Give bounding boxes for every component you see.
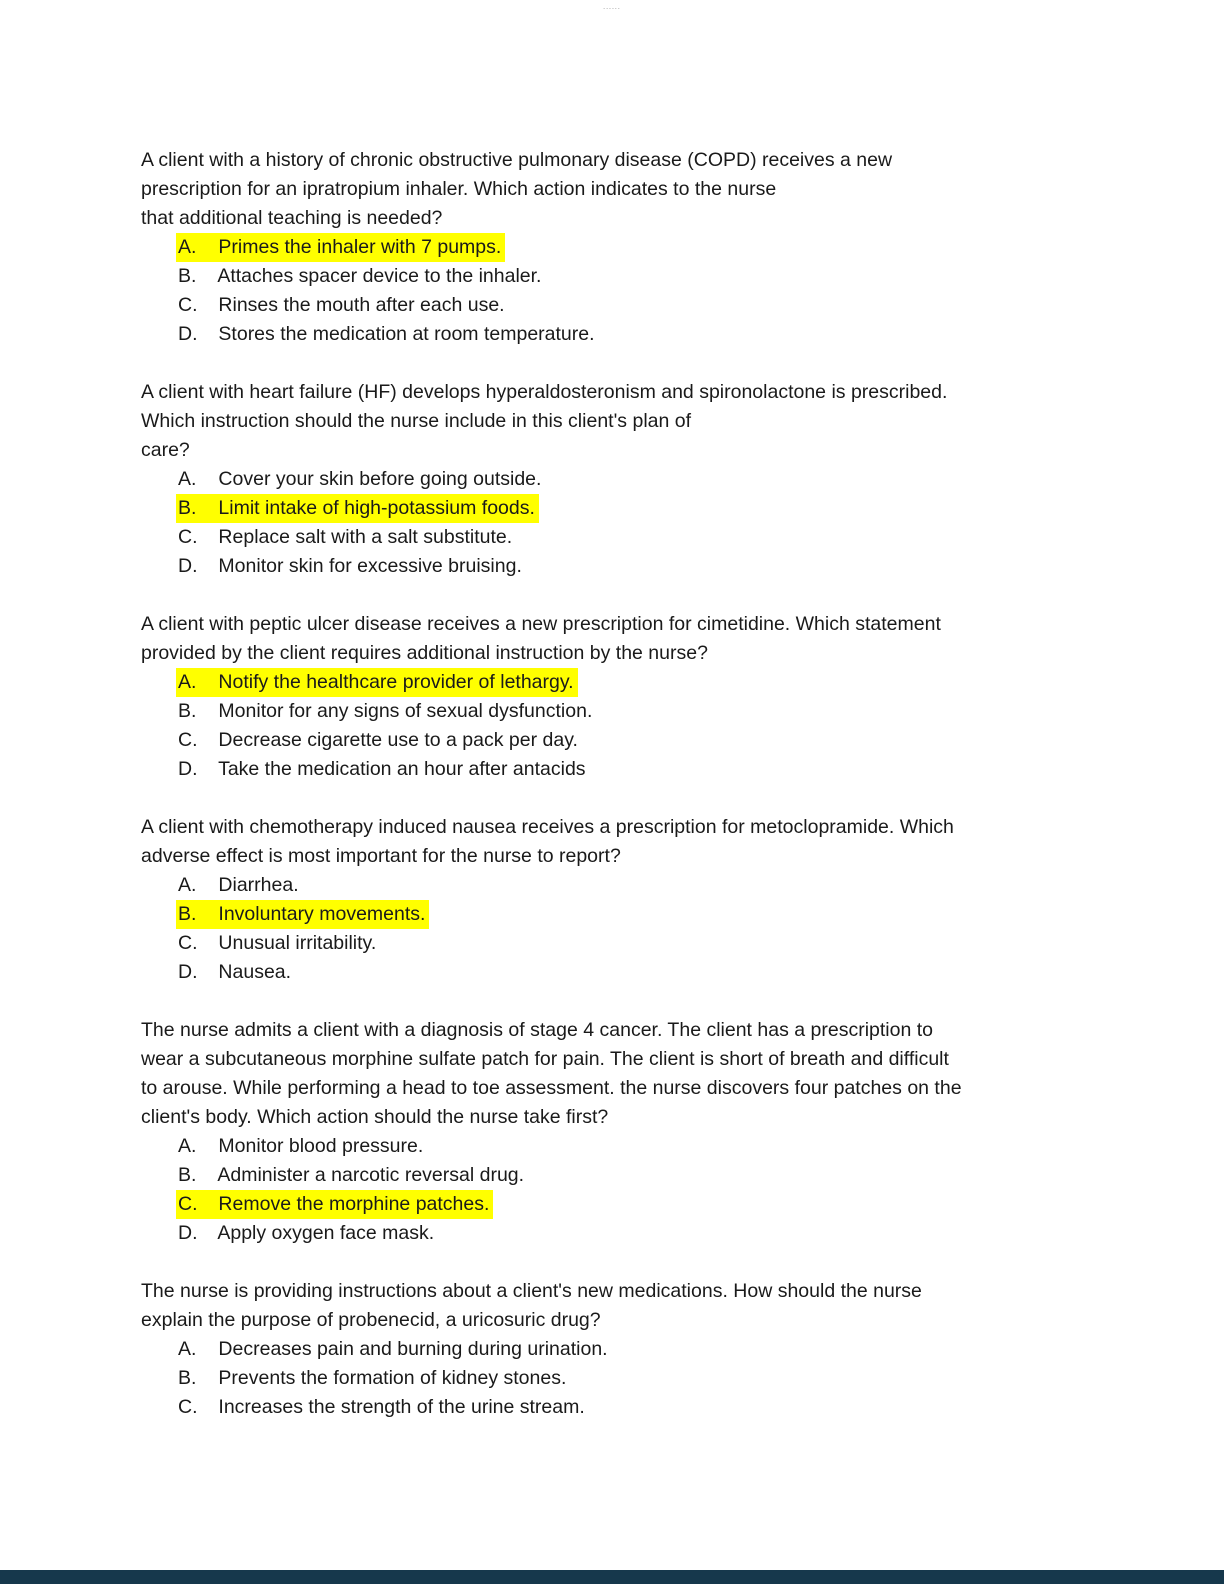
option-text: Notify the healthcare provider of lethargy. (218, 671, 574, 693)
question-text-line: care? (141, 439, 190, 461)
option-letter: B. (178, 1367, 197, 1389)
option-text: Decrease cigarette use to a pack per day. (218, 729, 578, 751)
option-row (178, 494, 1084, 523)
option-content (176, 1161, 528, 1190)
option-row (178, 320, 1084, 349)
option-letter: A. (178, 468, 197, 490)
option-text: Cover your skin before going outside. (218, 468, 542, 490)
footer-bar (0, 1570, 1224, 1584)
question-stem (141, 1016, 1084, 1132)
option-letter: A. (178, 874, 197, 896)
option-text: Monitor skin for excessive bruising. (218, 555, 522, 577)
option-content (176, 958, 295, 987)
option-letter: D. (178, 758, 198, 780)
option-letter: D. (178, 961, 198, 983)
option-text: Nausea. (218, 961, 292, 983)
option-content (176, 697, 596, 726)
question-block (141, 1277, 1084, 1422)
question-stem (141, 1277, 1084, 1335)
option-letter: C. (178, 932, 198, 954)
option-text: Unusual irritability. (218, 932, 377, 954)
question-text-line: A client with peptic ulcer disease receives a new prescription for cimetidine. Which statement (141, 613, 941, 635)
option-row (178, 958, 1084, 987)
question-text-line: prescription for an ipratropium inhaler. Which action indicates to the nurse (141, 178, 777, 200)
option-letter: A. (178, 236, 197, 258)
question-text-line: to arouse. While performing a head to toe assessment. the nurse discovers four patches on the (141, 1077, 962, 1099)
question-stem (141, 813, 1084, 871)
option-row (178, 262, 1084, 291)
option-letter: A. (178, 671, 197, 693)
option-content (176, 1132, 427, 1161)
option-text: Monitor blood pressure. (218, 1135, 424, 1157)
option-text: Diarrhea. (218, 874, 299, 896)
option-text: Monitor for any signs of sexual dysfunction. (218, 700, 593, 722)
option-letter: A. (178, 1135, 197, 1157)
options-list (141, 465, 1084, 581)
question-text-line: Which instruction should the nurse include in this client's plan of (141, 410, 692, 432)
option-letter: C. (178, 1396, 198, 1418)
option-row (178, 552, 1084, 581)
option-content (176, 523, 516, 552)
option-row (178, 755, 1084, 784)
option-content (176, 871, 303, 900)
option-letter: A. (178, 1338, 197, 1360)
option-content (176, 291, 509, 320)
option-row (178, 1219, 1084, 1248)
option-letter: B. (178, 700, 197, 722)
option-text: Administer a narcotic reversal drug. (217, 1164, 525, 1186)
option-row (178, 1364, 1084, 1393)
option-row (178, 1132, 1084, 1161)
question-block (141, 813, 1084, 987)
question-block (141, 1016, 1084, 1248)
option-content (176, 929, 380, 958)
option-row (178, 668, 1084, 697)
option-text: Rinses the mouth after each use. (218, 294, 505, 316)
questions-container (141, 146, 1084, 1451)
question-stem (141, 610, 1084, 668)
option-content (176, 233, 505, 262)
question-text-line: that additional teaching is needed? (141, 207, 443, 229)
option-letter: C. (178, 729, 198, 751)
option-row (178, 726, 1084, 755)
option-content (176, 494, 539, 523)
option-content (176, 668, 578, 697)
option-letter: B. (178, 265, 197, 287)
question-block (141, 146, 1084, 349)
option-content (176, 262, 545, 291)
question-text-line: adverse effect is most important for the nurse to report? (141, 845, 621, 867)
option-text: Limit intake of high-potassium foods. (218, 497, 535, 519)
option-content (176, 1393, 589, 1422)
option-content (176, 552, 526, 581)
question-text-line: A client with chemotherapy induced nausea receives a prescription for metoclopramide. Which (141, 816, 954, 838)
option-content (176, 320, 599, 349)
options-list (141, 1132, 1084, 1248)
option-content (176, 1190, 493, 1219)
option-content (176, 465, 545, 494)
option-content (176, 726, 582, 755)
option-row (178, 697, 1084, 726)
option-letter: C. (178, 294, 198, 316)
option-content (176, 1219, 438, 1248)
option-row (178, 1190, 1084, 1219)
option-letter: D. (178, 555, 198, 577)
question-text-line: wear a subcutaneous morphine sulfate patch for pain. The client is short of breath and difficult (141, 1048, 949, 1070)
option-row (178, 291, 1084, 320)
option-letter: C. (178, 526, 198, 548)
option-content (176, 755, 590, 784)
option-text: Remove the morphine patches. (218, 1193, 490, 1215)
option-text: Prevents the formation of kidney stones. (218, 1367, 567, 1389)
option-row (178, 465, 1084, 494)
question-stem (141, 378, 1084, 465)
option-text: Apply oxygen face mask. (217, 1222, 435, 1244)
question-block (141, 378, 1084, 581)
option-letter: D. (178, 323, 198, 345)
question-text-line: The nurse admits a client with a diagnosis of stage 4 cancer. The client has a prescription to (141, 1019, 933, 1041)
option-text: Take the medication an hour after antacids (218, 758, 586, 780)
option-text: Decreases pain and burning during urination. (218, 1338, 608, 1360)
option-letter: B. (178, 497, 197, 519)
option-row (178, 900, 1084, 929)
option-row (178, 1161, 1084, 1190)
options-list (141, 871, 1084, 987)
question-block (141, 610, 1084, 784)
option-row (178, 929, 1084, 958)
option-text: Increases the strength of the urine stream. (218, 1396, 585, 1418)
option-text: Attaches spacer device to the inhaler. (217, 265, 542, 287)
option-text: Replace salt with a salt substitute. (218, 526, 513, 548)
question-text-line: The nurse is providing instructions about a client's new medications. How should the nurse (141, 1280, 922, 1302)
question-stem (141, 146, 1084, 233)
option-letter: C. (178, 1193, 198, 1215)
options-list (141, 1335, 1084, 1422)
option-letter: B. (178, 903, 197, 925)
question-text-line: A client with heart failure (HF) develops hyperaldosteronism and spironolactone is prescribed. (141, 381, 948, 403)
option-content (176, 1364, 570, 1393)
option-letter: B. (178, 1164, 197, 1186)
option-text: Involuntary movements. (218, 903, 426, 925)
option-row (178, 1335, 1084, 1364)
page-header-text: ...... (603, 4, 621, 11)
option-text: Primes the inhaler with 7 pumps. (218, 236, 502, 258)
option-row (178, 1393, 1084, 1422)
question-text-line: provided by the client requires additional instruction by the nurse? (141, 642, 708, 664)
option-row (178, 523, 1084, 552)
option-content (176, 1335, 612, 1364)
options-list (141, 233, 1084, 349)
options-list (141, 668, 1084, 784)
question-text-line: explain the purpose of probenecid, a uricosuric drug? (141, 1309, 601, 1331)
option-letter: D. (178, 1222, 198, 1244)
option-row (178, 233, 1084, 262)
question-text-line: A client with a history of chronic obstructive pulmonary disease (COPD) receives a new (141, 149, 893, 171)
option-row (178, 871, 1084, 900)
option-text: Stores the medication at room temperature. (218, 323, 595, 345)
question-text-line: client's body. Which action should the nurse take first? (141, 1106, 609, 1128)
option-content (176, 900, 429, 929)
